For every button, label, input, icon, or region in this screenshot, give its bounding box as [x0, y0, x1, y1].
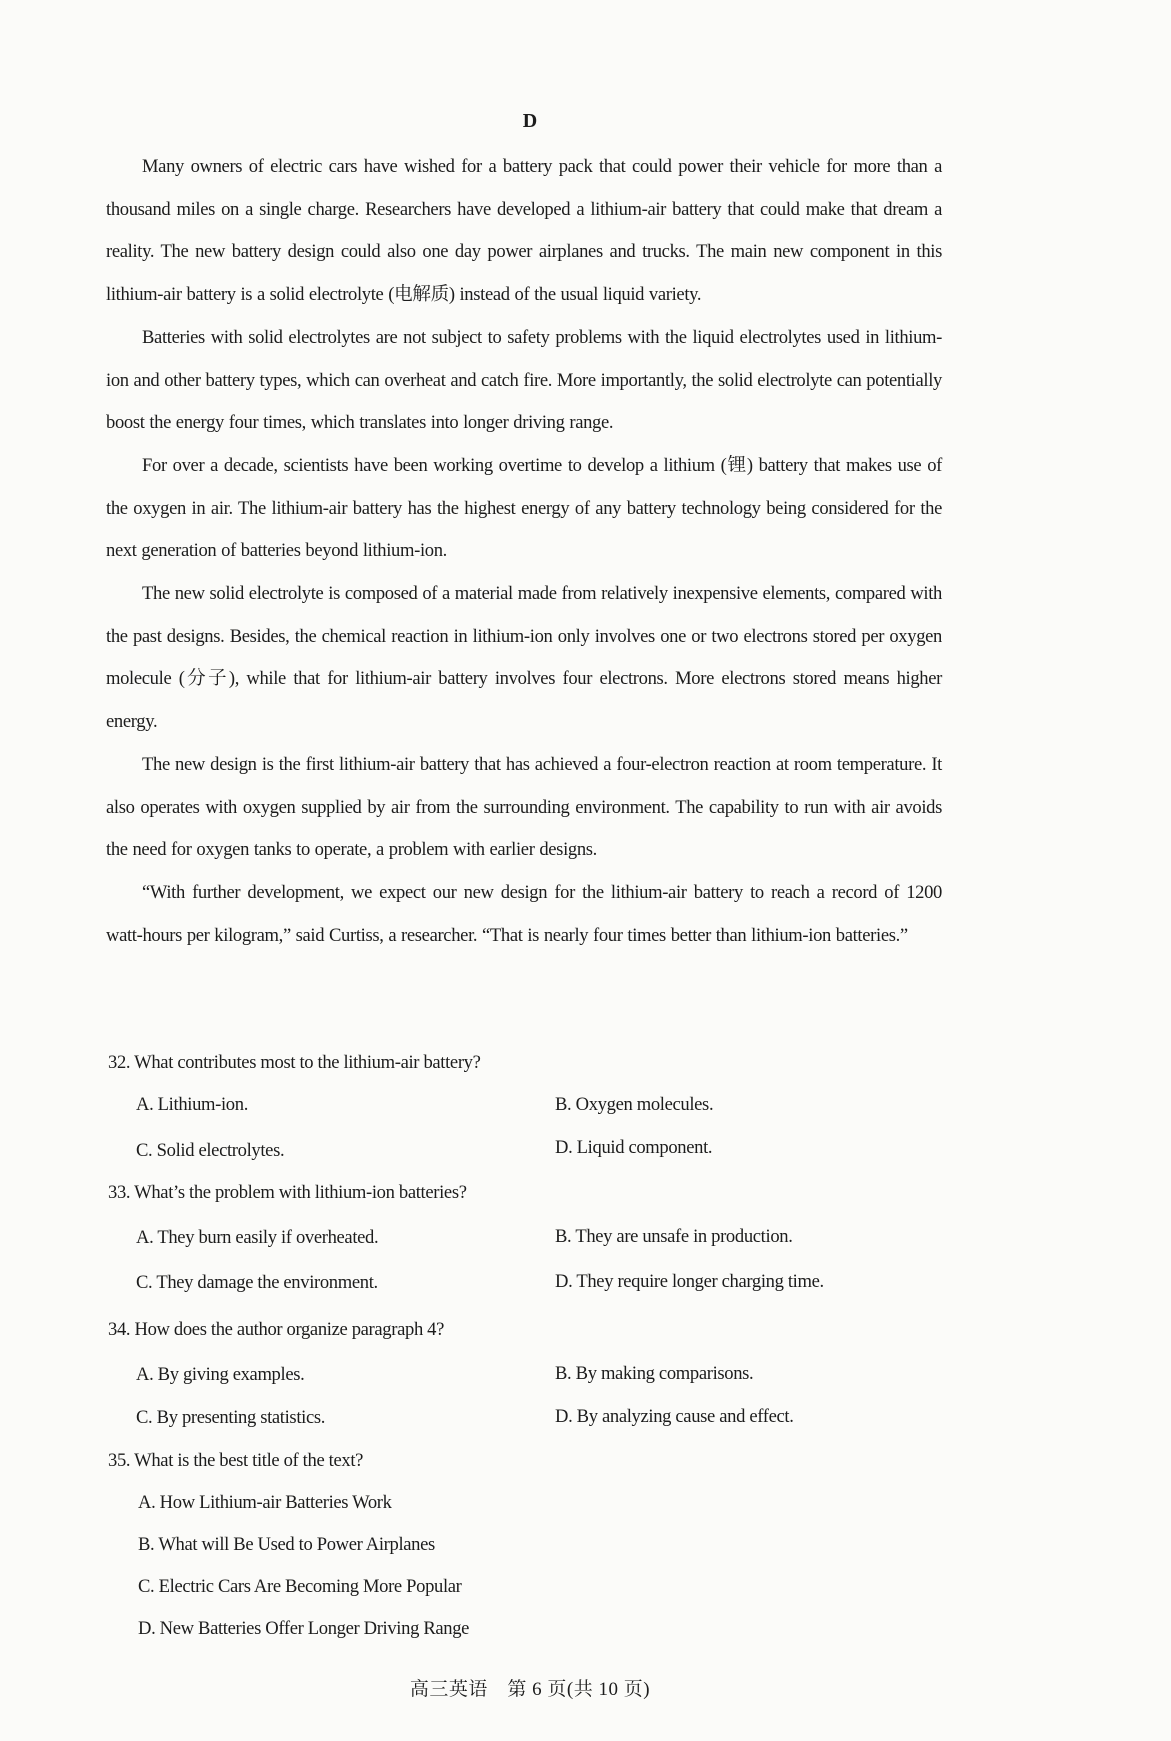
paragraph-4: The new solid electrolyte is composed of a material made from relatively inexpensive elements, compared with the past designs. Besides, the chemical reaction in lithium-ion only involves one or two electrons stored per oxygen molecule (分子), while that for lithium-air battery involves four electrons. More electrons stored means higher energy. — [106, 583, 942, 733]
question-33-stem: 33. What’s the problem with lithium-ion batteries? — [108, 1182, 467, 1203]
reading-passage — [106, 146, 942, 957]
question-32-option-d: D. Liquid component. — [555, 1137, 713, 1158]
question-35-option-d: D. New Batteries Offer Longer Driving Range — [138, 1618, 470, 1639]
page-footer: 高三英语 第 6 页(共 10 页) — [409, 1679, 651, 1700]
question-34-option-b: B. By making comparisons. — [555, 1363, 754, 1384]
question-33-option-c: C. They damage the environment. — [136, 1272, 378, 1293]
paragraph-5: The new design is the first lithium-air battery that has achieved a four-electron reaction at room temperature. It also operates with oxygen supplied by air from the surrounding environment. The capability to run with air avoids the need for oxygen tanks to operate, a problem with earlier designs. — [106, 753, 942, 861]
question-32-option-c: C. Solid electrolytes. — [136, 1140, 285, 1161]
question-35-stem: 35. What is the best title of the text? — [108, 1450, 364, 1471]
question-32-option-a: A. Lithium-ion. — [136, 1094, 248, 1115]
question-35-option-c: C. Electric Cars Are Becoming More Popular — [138, 1576, 462, 1597]
question-34-option-c: C. By presenting statistics. — [136, 1407, 326, 1428]
paragraph-2: Batteries with solid electrolytes are not subject to safety problems with the liquid electrolytes used in lithium-ion and other battery types, which can overheat and catch fire. More importantly, the solid electrolyte can potentially boost the energy four times, which translates into longer driving range. — [106, 326, 942, 434]
question-32-option-b: B. Oxygen molecules. — [555, 1094, 714, 1115]
question-34-option-a: A. By giving examples. — [136, 1364, 305, 1385]
question-34-option-d: D. By analyzing cause and effect. — [555, 1406, 794, 1427]
question-32-stem: 32. What contributes most to the lithium-air battery? — [108, 1052, 481, 1073]
question-34-stem: 34. How does the author organize paragraph 4? — [108, 1319, 445, 1340]
question-33-option-a: A. They burn easily if overheated. — [136, 1227, 379, 1248]
question-35-option-b: B. What will Be Used to Power Airplanes — [138, 1534, 435, 1555]
question-33-option-d: D. They require longer charging time. — [555, 1271, 824, 1292]
paragraph-6: “With further development, we expect our new design for the lithium-air battery to reach a record of 1200 watt-hours per kilogram,” said Curtiss, a researcher. “That is nearly four times better than lithium-ion batteries.” — [106, 881, 942, 946]
question-33-option-b: B. They are unsafe in production. — [555, 1226, 793, 1247]
question-35-option-a: A. How Lithium-air Batteries Work — [138, 1492, 392, 1513]
section-title: D — [522, 110, 538, 132]
paragraph-1: Many owners of electric cars have wished for a battery pack that could power their vehicle for more than a thousand miles on a single charge. Researchers have developed a lithium-air battery that could make that dream a reality. The new battery design could also one day power airplanes and trucks. The main new component in this lithium-air battery is a solid electrolyte (电解质) instead of the usual liquid variety. — [106, 156, 942, 306]
paragraph-3: For over a decade, scientists have been working overtime to develop a lithium (锂) battery that makes use of the oxygen in air. The lithium-air battery has the highest energy of any battery technology being considered for the next generation of batteries beyond lithium-ion. — [106, 454, 942, 562]
